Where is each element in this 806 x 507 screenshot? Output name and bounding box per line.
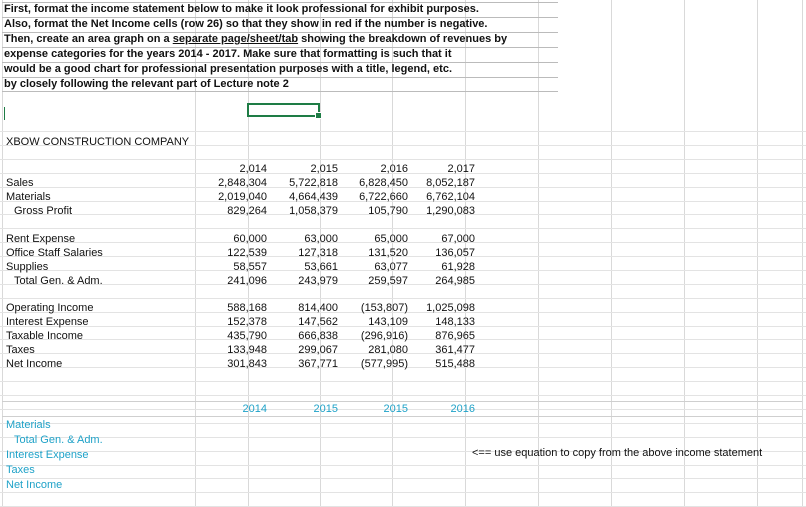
grid-line (0, 423, 806, 424)
value-cell[interactable]: 2,019,040 (218, 191, 267, 203)
grid-line (802, 0, 803, 507)
value-cell[interactable]: 367,771 (298, 358, 338, 370)
value-cell[interactable]: 60,000 (233, 233, 267, 245)
instruction-line: Then, create an area graph on a separate page/sheet/tab showing the breakdown of revenues by (2, 33, 558, 48)
row-label[interactable]: Taxes (6, 344, 35, 356)
row-label[interactable]: Total Gen. & Adm. (14, 275, 103, 287)
grid-line (757, 0, 758, 507)
value-cell[interactable]: 259,597 (368, 275, 408, 287)
value-cell[interactable]: 435,790 (227, 330, 267, 342)
grid-line (0, 228, 806, 229)
company-name[interactable]: XBOW CONSTRUCTION COMPANY (6, 136, 190, 148)
grid-line (0, 437, 806, 438)
value-cell[interactable]: 127,318 (298, 247, 338, 259)
copy-note[interactable]: <== use equation to copy from the above income statement (472, 447, 763, 459)
chart-row-label[interactable]: Materials (6, 419, 51, 431)
value-cell[interactable]: 299,067 (298, 344, 338, 356)
grid-line (0, 465, 806, 466)
value-cell[interactable]: 1,290,083 (426, 205, 475, 217)
row-label[interactable]: Net Income (6, 358, 63, 370)
instruction-line: First, format the income statement below to make it look professional for exhibit purposes. (2, 2, 558, 18)
selected-cell[interactable] (247, 103, 320, 117)
value-cell[interactable]: 67,000 (441, 233, 475, 245)
value-cell[interactable]: 301,843 (227, 358, 267, 370)
value-cell[interactable]: 122,539 (227, 247, 267, 259)
cell-cursor (4, 107, 5, 120)
grid-line (684, 0, 685, 507)
value-cell[interactable]: 814,400 (298, 302, 338, 314)
value-cell[interactable]: 58,557 (233, 261, 267, 273)
value-cell[interactable]: 2,848,304 (218, 177, 267, 189)
value-cell[interactable]: 8,052,187 (426, 177, 475, 189)
chart-section-border (2, 401, 802, 402)
value-cell[interactable]: 143,109 (368, 316, 408, 328)
row-label[interactable]: Supplies (6, 261, 49, 273)
value-cell[interactable]: 131,520 (368, 247, 408, 259)
value-cell[interactable]: 152,378 (227, 316, 267, 328)
grid-line (0, 478, 806, 479)
value-cell[interactable]: 148,133 (435, 316, 475, 328)
value-cell[interactable]: 6,762,104 (426, 191, 475, 203)
value-cell[interactable]: 361,477 (435, 344, 475, 356)
grid-line (611, 0, 612, 507)
value-cell[interactable]: (296,916) (360, 330, 408, 342)
grid-line (0, 131, 806, 132)
grid-line (0, 492, 806, 493)
value-cell[interactable]: 53,661 (304, 261, 338, 273)
grid-line (0, 298, 806, 299)
chart-year-cell[interactable]: 2014 (242, 403, 267, 415)
chart-year-cell[interactable]: 2016 (450, 403, 475, 415)
value-cell[interactable]: 147,562 (298, 316, 338, 328)
value-cell[interactable]: (153,807) (360, 302, 408, 314)
chart-row-label[interactable]: Taxes (6, 464, 35, 476)
chart-year-cell[interactable]: 2015 (313, 403, 338, 415)
value-cell[interactable]: 65,000 (374, 233, 408, 245)
value-cell[interactable]: 63,077 (374, 261, 408, 273)
row-label[interactable]: Interest Expense (6, 316, 89, 328)
chart-section-border (2, 416, 802, 417)
value-cell[interactable]: 241,096 (227, 275, 267, 287)
row-label[interactable]: Taxable Income (6, 330, 84, 342)
value-cell[interactable]: 515,488 (435, 358, 475, 370)
row-label[interactable]: Rent Expense (6, 233, 76, 245)
value-cell[interactable]: 243,979 (298, 275, 338, 287)
value-cell[interactable]: 136,057 (435, 247, 475, 259)
year-header[interactable]: 2,017 (447, 163, 475, 175)
year-header[interactable]: 2,015 (310, 163, 338, 175)
value-cell[interactable]: 1,025,098 (426, 302, 475, 314)
row-label[interactable]: Operating Income (6, 302, 94, 314)
value-cell[interactable]: 105,790 (368, 205, 408, 217)
instruction-line: expense categories for the years 2014 - 2017. Make sure that formatting is such that it (2, 48, 558, 63)
instruction-line: by closely following the relevant part of Lecture note 2 (2, 78, 558, 93)
row-label[interactable]: Gross Profit (14, 205, 73, 217)
chart-row-label[interactable]: Interest Expense (6, 449, 89, 461)
value-cell[interactable]: 588,168 (227, 302, 267, 314)
instruction-line: would be a good chart for professional presentation purposes with a title, legend, etc. (2, 63, 558, 78)
value-cell[interactable]: 876,965 (435, 330, 475, 342)
fill-handle[interactable] (315, 112, 322, 119)
year-header[interactable]: 2,016 (380, 163, 408, 175)
instruction-line: Also, format the Net Income cells (row 26) so that they show in red if the number is negative. (2, 18, 558, 33)
value-cell[interactable]: 281,080 (368, 344, 408, 356)
value-cell[interactable]: 61,928 (441, 261, 475, 273)
row-label[interactable]: Sales (6, 177, 34, 189)
value-cell[interactable]: 264,985 (435, 275, 475, 287)
row-label[interactable]: Materials (6, 191, 51, 203)
value-cell[interactable]: 829,264 (227, 205, 267, 217)
chart-row-label[interactable]: Total Gen. & Adm. (14, 434, 103, 446)
value-cell[interactable]: 133,948 (227, 344, 267, 356)
year-header[interactable]: 2,014 (239, 163, 267, 175)
grid-line (0, 381, 806, 382)
instructions-block[interactable] (2, 2, 558, 92)
value-cell[interactable]: 63,000 (304, 233, 338, 245)
chart-year-cell[interactable]: 2015 (383, 403, 408, 415)
value-cell[interactable]: (577,995) (360, 358, 408, 370)
value-cell[interactable]: 666,838 (298, 330, 338, 342)
value-cell[interactable]: 1,058,379 (289, 205, 338, 217)
chart-row-label[interactable]: Net Income (6, 479, 63, 491)
value-cell[interactable]: 6,828,450 (359, 177, 408, 189)
grid-line (0, 159, 806, 160)
value-cell[interactable]: 5,722,818 (289, 177, 338, 189)
row-label[interactable]: Office Staff Salaries (6, 247, 103, 259)
value-cell[interactable]: 4,664,439 (289, 191, 338, 203)
instruction-link: separate page/sheet/tab (172, 32, 299, 45)
grid-line (0, 395, 806, 396)
value-cell[interactable]: 6,722,660 (359, 191, 408, 203)
